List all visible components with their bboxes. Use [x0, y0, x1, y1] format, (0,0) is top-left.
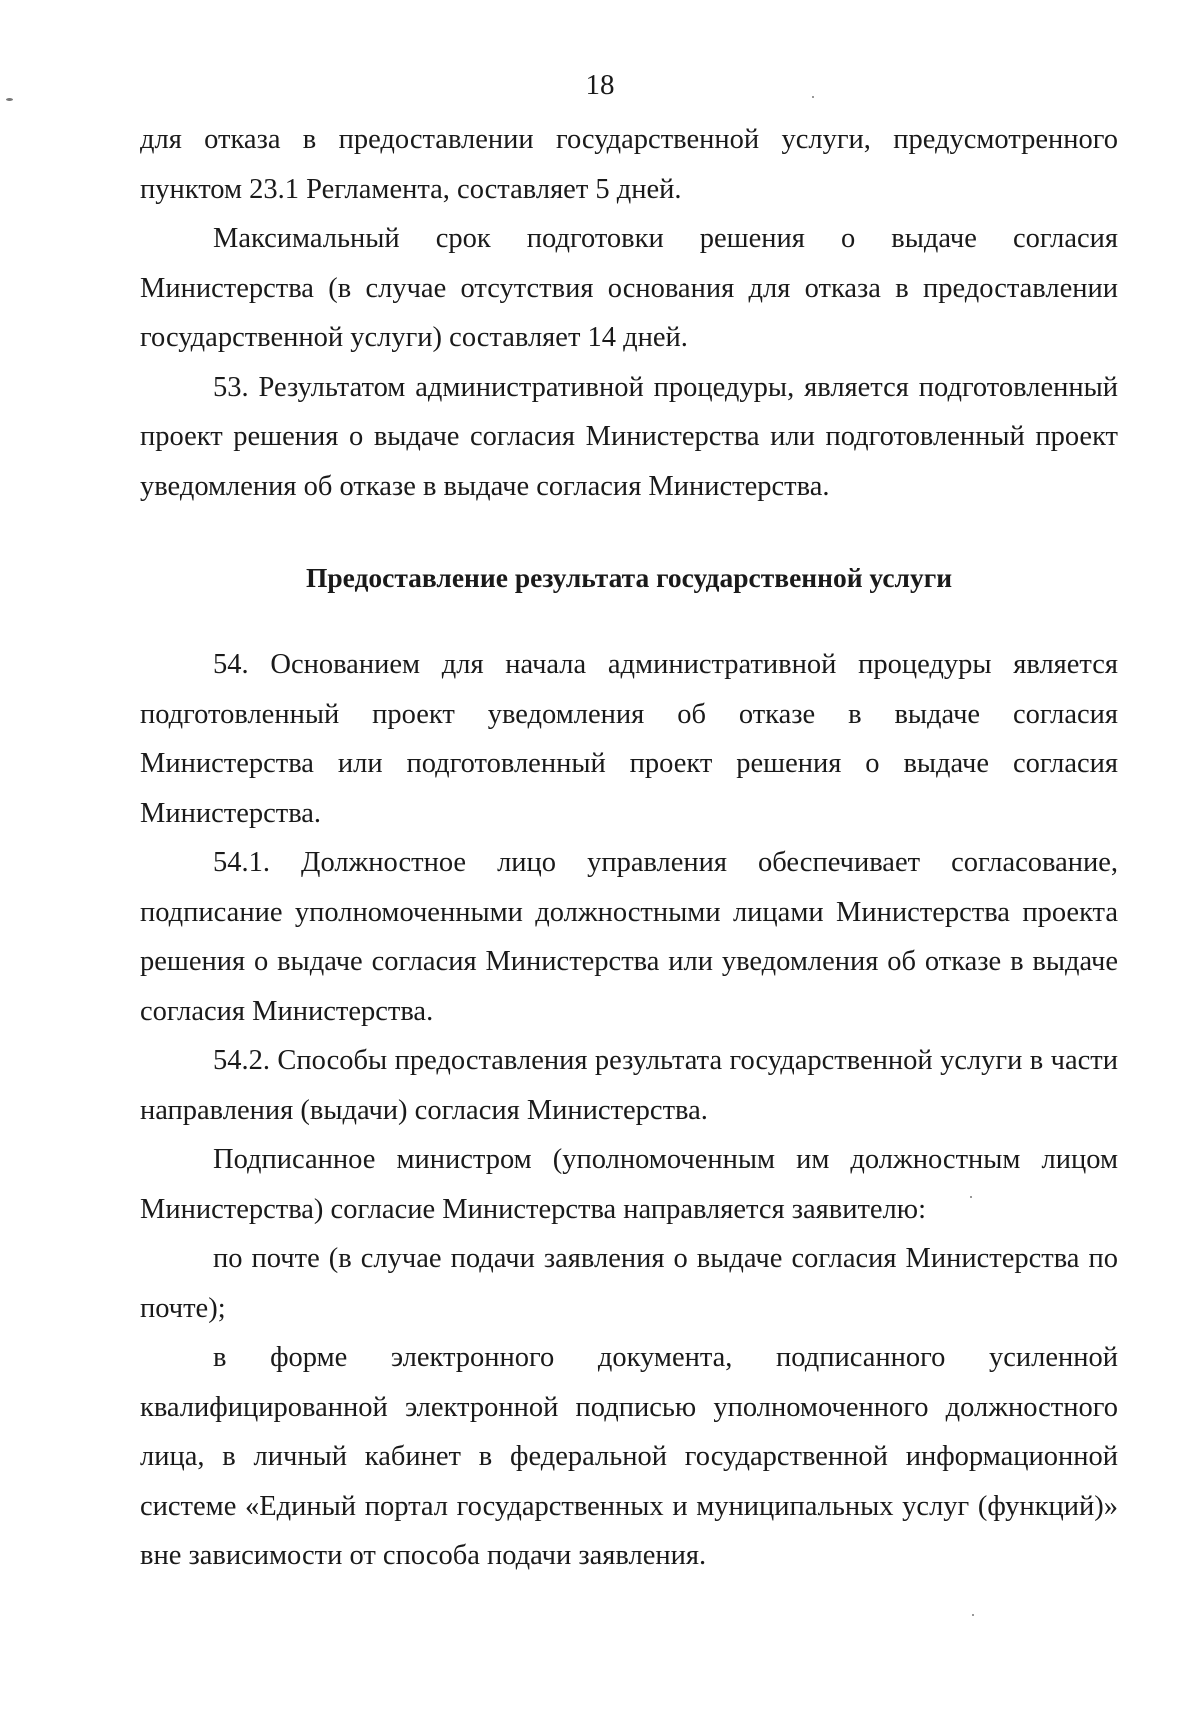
scan-speck [812, 96, 814, 98]
paragraph-continuation: для отказа в предоставлении государственной услуги, предусмотренного пунктом 23.1 Регламента, составляет 5 дней. [140, 124, 1118, 205]
paragraph-54: 54. Основанием для начала административной процедуры является подготовленный проект уведомления об отказе в выдаче согласия Министерства или подготовленный проект решения о выдаче согласия Министерства. [140, 649, 1118, 829]
paragraph-54-2: 54.2. Способы предоставления результата государственной услуги в части направления (выдачи) согласия Министерства. [140, 1045, 1118, 1126]
paragraph-by-mail: по почте (в случае подачи заявления о выдаче согласия Министерства по почте); [140, 1243, 1118, 1324]
document-body [140, 115, 1118, 1581]
paragraph-53: 53. Результатом административной процедуры, является подготовленный проект решения о выдаче согласия Министерства или подготовленный проект уведомления об отказе в выдаче согласия Министерства. [140, 371, 1118, 502]
scan-speck [972, 1614, 974, 1616]
paragraph-54-1: 54.1. Должностное лицо управления обеспечивает согласование, подписание уполномоченными должностными лицами Министерства проекта решения о выдаче согласия Министерства или уведомления об отказе в выдаче согласия Министерства. [140, 847, 1118, 1027]
scan-speck [970, 1196, 972, 1198]
paragraph-signed-consent: Подписанное министром (уполномоченным им должностным лицом Министерства) согласие Министерства направляется заявителю: [140, 1144, 1118, 1225]
page-number: 18 [585, 69, 615, 101]
section-heading: Предоставление результата государственной услуги [305, 562, 953, 593]
paragraph-electronic: в форме электронного документа, подписанного усиленной квалифицированной электронной подписью уполномоченного должностного лица, в личный кабинет в федеральной государственной информационной системе «Единый портал государственных и муниципальных услуг (функций)» вне зависимости от способа подачи заявления. [140, 1342, 1118, 1571]
scan-speck [6, 98, 13, 101]
paragraph-max-term: Максимальный срок подготовки решения о выдаче согласия Министерства (в случае отсутствия основания для отказа в предоставлении государственной услуги) составляет 14 дней. [140, 223, 1118, 353]
